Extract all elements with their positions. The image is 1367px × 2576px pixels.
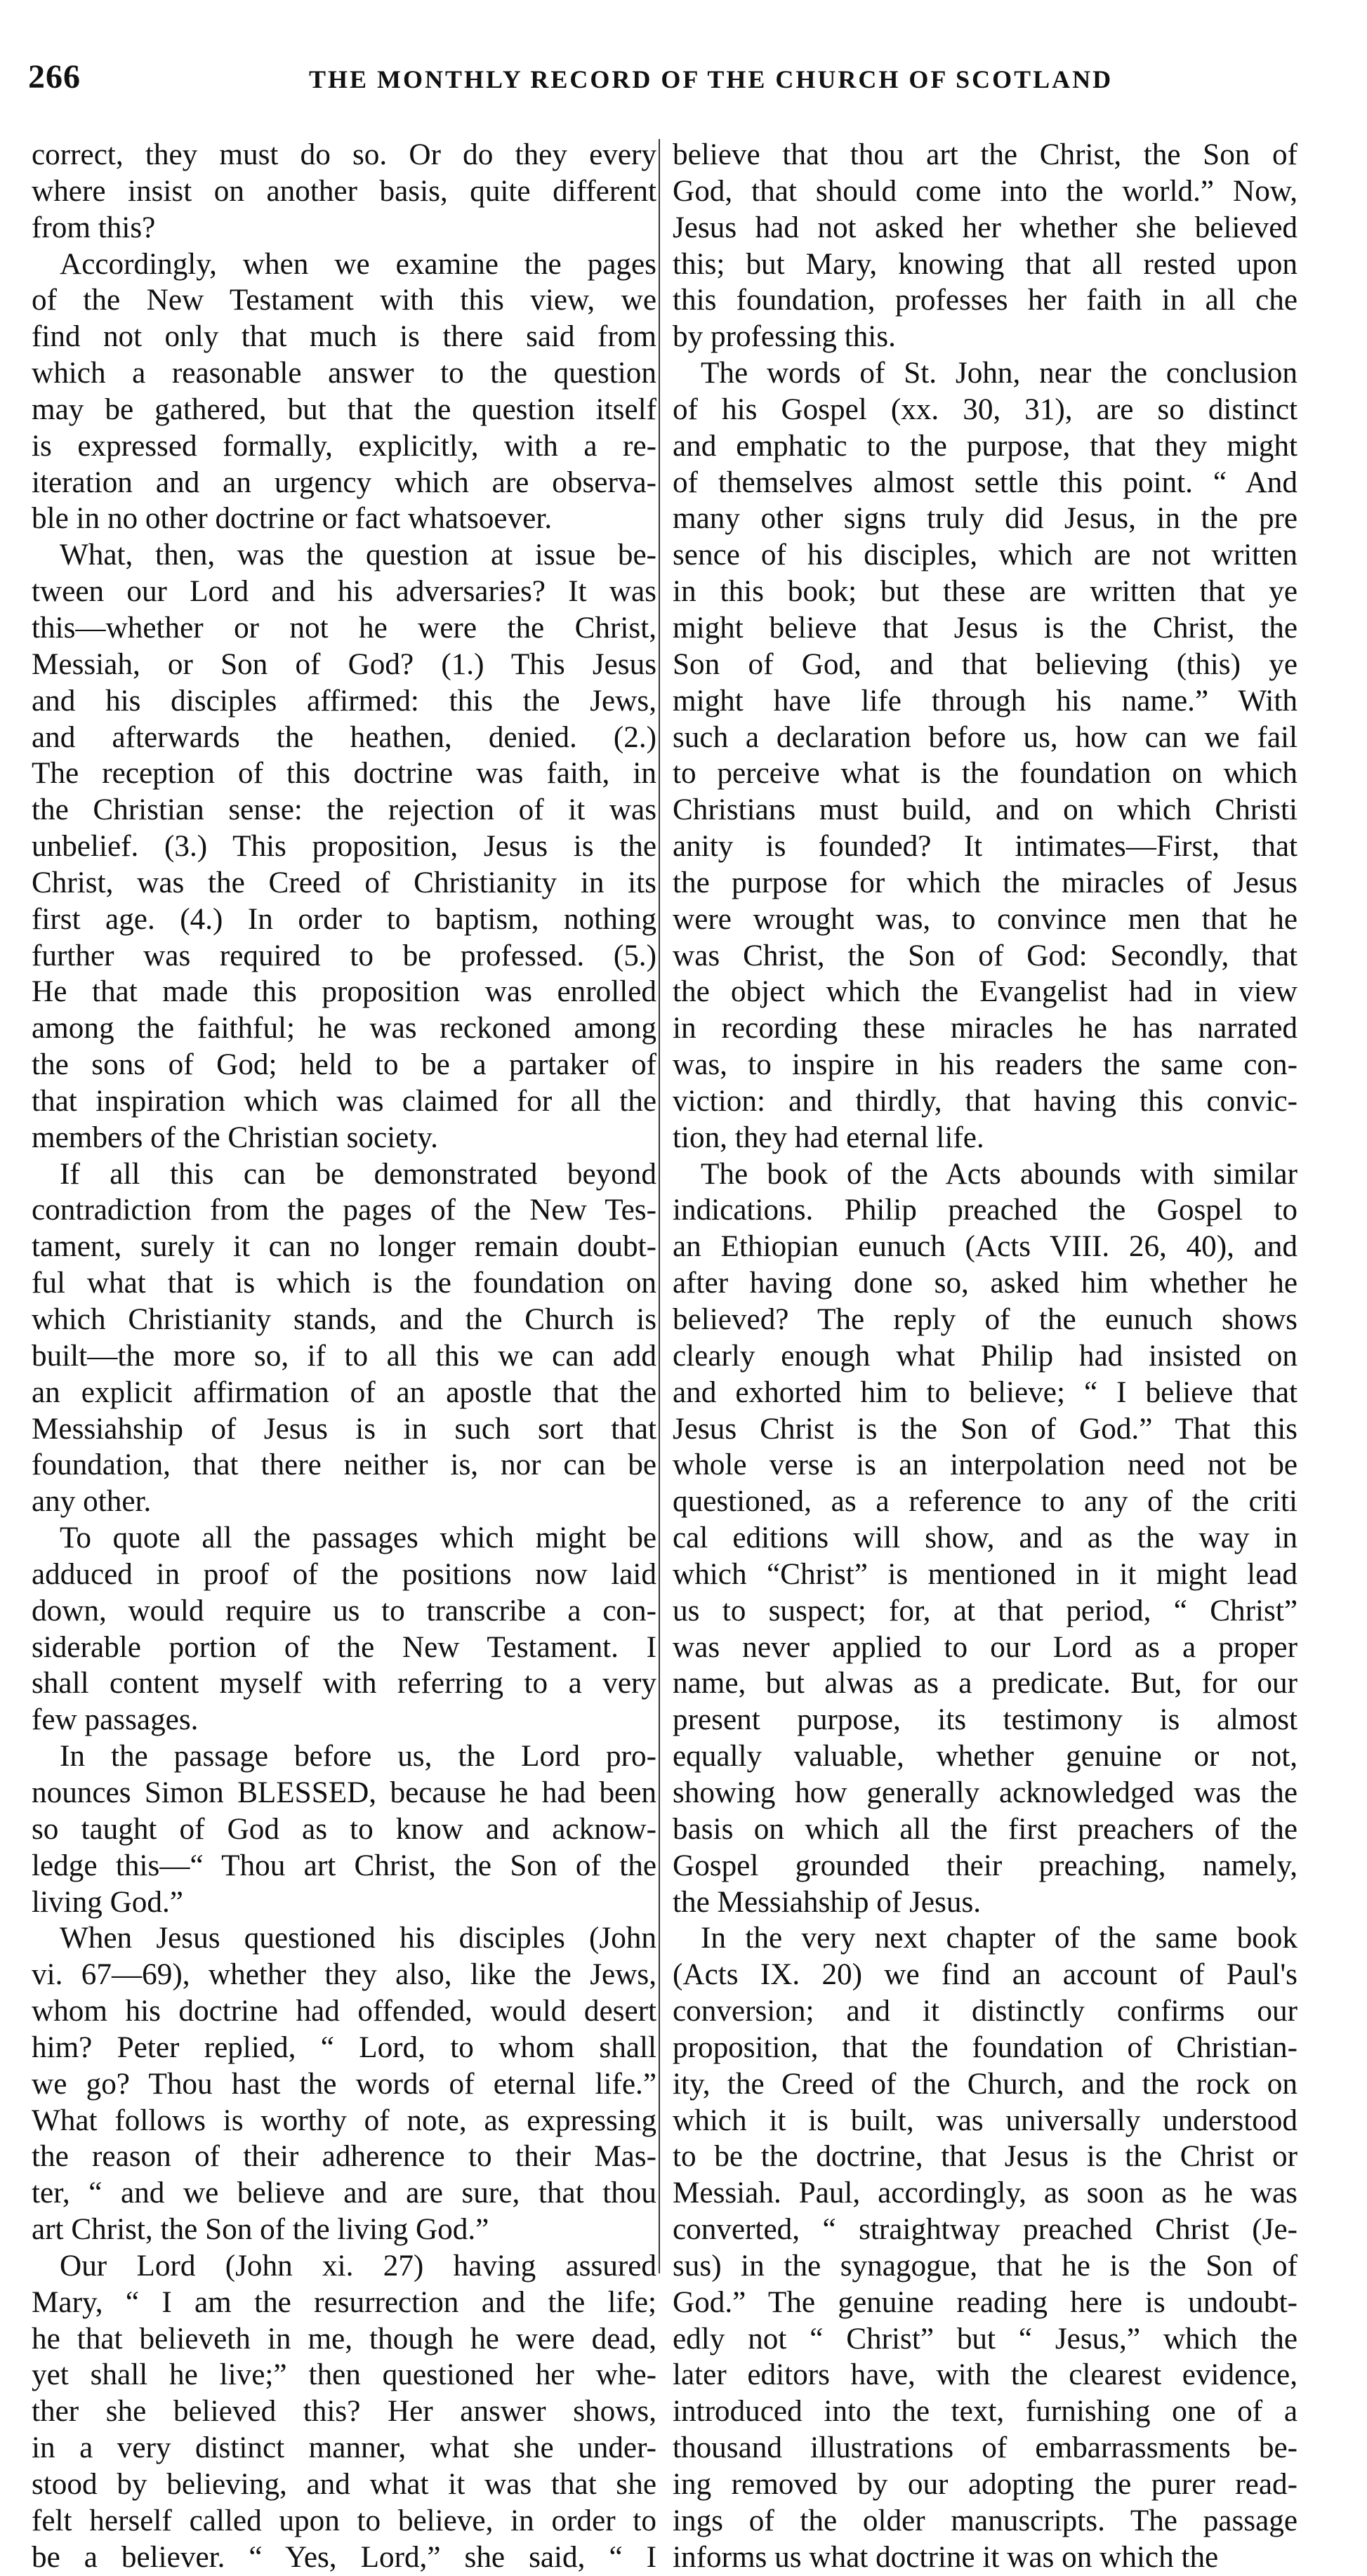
text-line: ful what that is which is the foundation on — [32, 1267, 656, 1300]
text-line: unbelief. (3.) This proposition, Jesus is the — [32, 830, 656, 864]
text-line: any other. — [32, 1485, 152, 1519]
text-line: When Jesus questioned his disciples (John — [60, 1922, 656, 1955]
text-line: foundation, that there neither is, nor can be — [32, 1448, 656, 1482]
text-line: In the very next chapter of the same book — [701, 1922, 1297, 1955]
text-line: anity is founded? It intimates—First, that — [673, 830, 1297, 864]
text-line: this—whether or not he were the Christ, — [32, 611, 656, 645]
text-line: sence of his disciples, which are not written — [673, 539, 1297, 572]
text-line: He that made this proposition was enrolled — [32, 975, 656, 1009]
text-line: this; but Mary, knowing that all rested upon — [673, 247, 1297, 281]
text-line: nounces Simon BLESSED, because he had been — [32, 1776, 656, 1809]
text-line: tion, they had eternal life. — [673, 1121, 984, 1154]
text-line: be a believer. “ Yes, Lord,” she said, “ I — [32, 2540, 656, 2574]
text-line: iteration and an urgency which are observa- — [32, 465, 656, 499]
text-line: few passages. — [32, 1703, 199, 1737]
text-line: edly not “ Christ” but “ Jesus,” which the — [673, 2322, 1297, 2356]
text-line: in this book; but these are written that ye — [673, 575, 1297, 609]
text-line: whole verse is an interpolation need not be — [673, 1448, 1297, 1482]
text-line: thousand illustrations of embarrassments be- — [673, 2431, 1297, 2465]
text-line: in a very distinct manner, what she under- — [32, 2431, 656, 2465]
text-line: Jesus had not asked her whether she believed — [673, 211, 1297, 244]
text-line: further was required to be professed. (5.) — [32, 939, 656, 972]
text-line: by professing this. — [673, 320, 896, 354]
text-line: and his disciples affirmed: this the Jews, — [32, 684, 656, 718]
text-line: The reception of this doctrine was faith, in — [32, 757, 656, 791]
left-column — [32, 137, 656, 2576]
text-line: proposition, that the foundation of Christian- — [673, 2030, 1297, 2064]
text-line: him? Peter replied, “ Lord, to whom shall — [32, 2030, 656, 2064]
text-line: Messiah. Paul, accordingly, as soon as he was — [673, 2177, 1297, 2210]
running-title: THE MONTHLY RECORD OF THE CHURCH OF SCOTLAND — [309, 65, 1114, 93]
text-line: the sons of God; held to be a partaker of — [32, 1048, 656, 1082]
text-line: might have life through his name.” With — [673, 684, 1297, 718]
text-line: What, then, was the question at issue be- — [60, 539, 656, 572]
text-line: many other signs truly did Jesus, in the pre — [673, 502, 1297, 536]
text-line: tament, surely it can no longer remain doubt- — [32, 1230, 656, 1264]
text-line: such a declaration before us, how can we fail — [673, 720, 1297, 754]
text-line: after having done so, asked him whether he — [673, 1267, 1297, 1300]
text-line: In the passage before us, the Lord pro- — [60, 1740, 656, 1774]
text-line: To quote all the passages which might be — [60, 1521, 656, 1555]
text-line: us to suspect; for, at that period, “ Christ” — [673, 1594, 1297, 1627]
page-header — [28, 58, 1334, 107]
text-line: the object which the Evangelist had in view — [673, 975, 1297, 1009]
text-line: informs us what doctrine it was on which the — [673, 2540, 1219, 2574]
text-line: were wrought was, to convince men that he — [673, 902, 1297, 936]
text-line: built—the more so, if to all this we can add — [32, 1339, 656, 1373]
text-line: Gospel grounded their preaching, namely, — [673, 1849, 1297, 1882]
text-line: in recording these miracles he has narrated — [673, 1012, 1297, 1045]
text-line: ther she believed this? Her answer shows, — [32, 2395, 656, 2429]
text-line: where insist on another basis, quite different — [32, 174, 656, 208]
text-line: What follows is worthy of note, as expressing — [32, 2103, 656, 2137]
text-line: an Ethiopian eunuch (Acts VIII. 26, 40), and — [673, 1230, 1297, 1264]
text-line: God, that should come into the world.” Now, — [673, 174, 1297, 208]
text-line: art Christ, the Son of the living God.” — [32, 2213, 489, 2247]
text-line: ity, the Creed of the Church, and the rock on — [673, 2067, 1297, 2101]
text-line: vi. 67—69), whether they also, like the Jews, — [32, 1958, 656, 1992]
text-line: Mary, “ I am the resurrection and the life; — [32, 2285, 656, 2319]
text-line: an explicit affirmation of an apostle that the — [32, 1375, 656, 1409]
text-line: ter, “ and we believe and are sure, that thou — [32, 2177, 656, 2210]
text-line: correct, they must do so. Or do they every — [32, 138, 656, 171]
text-line: converted, “ straightway preached Christ (Je- — [673, 2213, 1297, 2247]
text-line: and afterwards the heathen, denied. (2.) — [32, 720, 656, 754]
column-rule — [659, 139, 660, 2273]
text-line: among the faithful; he was reckoned among — [32, 1012, 656, 1045]
text-line: tween our Lord and his adversaries? It was — [32, 575, 656, 609]
text-line: which a reasonable answer to the question — [32, 357, 656, 390]
text-line: living God.” — [32, 1885, 183, 1919]
text-line: which “Christ” is mentioned in it might lead — [673, 1557, 1297, 1591]
text-line: The book of the Acts abounds with similar — [701, 1157, 1297, 1191]
text-line: he that believeth in me, though he were dead, — [32, 2322, 656, 2356]
text-line: members of the Christian society. — [32, 1121, 438, 1154]
text-line: introduced into the text, furnishing one of a — [673, 2395, 1297, 2429]
text-line: the purpose for which the miracles of Jesus — [673, 866, 1297, 899]
text-line: basis on which all the first preachers of the — [673, 1812, 1297, 1846]
text-line: ing removed by our adopting the purer read- — [673, 2468, 1297, 2501]
text-line: If all this can be demonstrated beyond — [60, 1157, 656, 1191]
text-line: ings of the older manuscripts. The passage — [673, 2504, 1297, 2537]
text-line: so taught of God as to know and acknow- — [32, 1812, 656, 1846]
text-line: The words of St. John, near the conclusion — [701, 357, 1297, 390]
text-line: of the New Testament with this view, we — [32, 284, 656, 317]
text-line: God.” The genuine reading here is undoubt- — [673, 2285, 1297, 2319]
text-line: and exhorted him to believe; “ I believe that — [673, 1375, 1297, 1409]
text-line: Messiah, or Son of God? (1.) This Jesus — [32, 647, 656, 681]
text-line: felt herself called upon to believe, in order to — [32, 2504, 656, 2537]
text-line: believe that thou art the Christ, the Son of — [673, 138, 1297, 171]
text-line: of his Gospel (xx. 30, 31), are so distinct — [673, 392, 1297, 426]
text-line: Jesus Christ is the Son of God.” That this — [673, 1412, 1297, 1446]
text-line: later editors have, with the clearest evidence, — [673, 2358, 1297, 2392]
text-line: shall content myself with referring to a very — [32, 1667, 656, 1700]
text-line: down, would require us to transcribe a con- — [32, 1594, 656, 1627]
text-line: adduced in proof of the positions now laid — [32, 1557, 656, 1591]
text-line: which it is built, was universally understood — [673, 2103, 1297, 2137]
text-line: equally valuable, whether genuine or not, — [673, 1740, 1297, 1774]
text-line: stood by believing, and what it was that she — [32, 2468, 656, 2501]
text-line: to perceive what is the foundation on which — [673, 757, 1297, 791]
text-line: was Christ, the Son of God: Secondly, that — [673, 939, 1297, 972]
text-line: we go? Thou hast the words of eternal life.” — [32, 2067, 656, 2101]
text-line: of themselves almost settle this point. “ And — [673, 465, 1297, 499]
text-line: ble in no other doctrine or fact whatsoever. — [32, 502, 553, 536]
text-line: Accordingly, when we examine the pages — [60, 247, 656, 281]
text-line: the Messiahship of Jesus. — [673, 1885, 982, 1919]
text-line: Son of God, and that believing (this) ye — [673, 647, 1297, 681]
text-line: the Christian sense: the rejection of it was — [32, 793, 656, 827]
text-line: (Acts IX. 20) we find an account of Paul's — [673, 1958, 1297, 1992]
text-line: believed? The reply of the eunuch shows — [673, 1303, 1297, 1336]
text-line: Messiahship of Jesus is in such sort that — [32, 1412, 656, 1446]
text-line: viction: and thirdly, that having this convic- — [673, 1084, 1297, 1118]
right-column — [673, 137, 1297, 2576]
text-line: questioned, as a reference to any of the criti — [673, 1485, 1297, 1519]
text-line: contradiction from the pages of the New Tes- — [32, 1194, 656, 1227]
text-line: may be gathered, but that the question itself — [32, 392, 656, 426]
text-line: might believe that Jesus is the Christ, the — [673, 611, 1297, 645]
text-line: indications. Philip preached the Gospel to — [673, 1194, 1297, 1227]
text-line: was, to inspire in his readers the same con- — [673, 1048, 1297, 1082]
text-line: find not only that much is there said from — [32, 320, 656, 354]
text-line: which Christianity stands, and the Church is — [32, 1303, 656, 1336]
text-line: ledge this—“ Thou art Christ, the Son of the — [32, 1849, 656, 1882]
text-line: that inspiration which was claimed for all the — [32, 1084, 656, 1118]
text-line: Christians must build, and on which Christi — [673, 793, 1297, 827]
text-line: present purpose, its testimony is almost — [673, 1703, 1297, 1737]
text-line: the reason of their adherence to their Mas- — [32, 2140, 656, 2174]
text-line: siderable portion of the New Testament. I — [32, 1630, 656, 1664]
text-line: whom his doctrine had offended, would desert — [32, 1995, 656, 2028]
text-line: to be the doctrine, that Jesus is the Christ or — [673, 2140, 1297, 2174]
text-line: was never applied to our Lord as a proper — [673, 1630, 1297, 1664]
text-line: and emphatic to the purpose, that they might — [673, 429, 1297, 463]
text-line: Christ, was the Creed of Christianity in its — [32, 866, 656, 899]
text-line: is expressed formally, explicitly, with a re- — [32, 429, 656, 463]
text-line: conversion; and it distinctly confirms our — [673, 1995, 1297, 2028]
text-line: name, but alwas as a predicate. But, for our — [673, 1667, 1297, 1700]
text-line: first age. (4.) In order to baptism, nothing — [32, 902, 656, 936]
text-line: yet shall he live;” then questioned her whe- — [32, 2358, 656, 2392]
text-line: Our Lord (John xi. 27) having assured — [60, 2249, 656, 2283]
text-line: from this? — [32, 211, 156, 244]
text-line: this foundation, professes her faith in all che — [673, 284, 1297, 317]
text-line: clearly enough what Philip had insisted on — [673, 1339, 1297, 1373]
page-number: 266 — [28, 58, 81, 95]
text-line: sus) in the synagogue, that he is the Son of — [673, 2249, 1297, 2283]
text-line: cal editions will show, and as the way in — [673, 1521, 1297, 1555]
text-line: showing how generally acknowledged was the — [673, 1776, 1297, 1809]
